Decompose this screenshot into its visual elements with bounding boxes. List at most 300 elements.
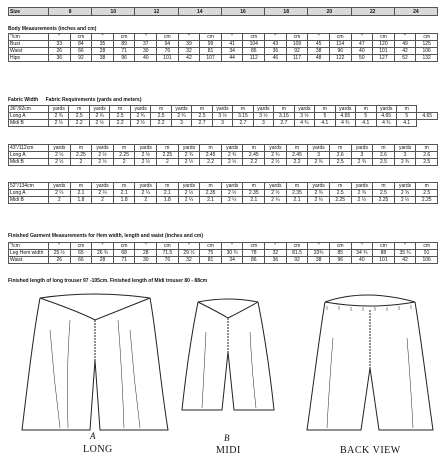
table-cell: 125 bbox=[416, 41, 438, 48]
table-cell: 2 ¾ bbox=[130, 113, 150, 120]
table-cell: 89 bbox=[113, 41, 135, 48]
table-cell: 99 bbox=[200, 41, 222, 48]
table-cell: 4.1 bbox=[396, 120, 416, 127]
table-cell: 1.8 bbox=[113, 197, 135, 204]
table-cell: 28 bbox=[92, 48, 114, 55]
table-cell: 81 bbox=[200, 48, 222, 55]
table-cell: " bbox=[49, 34, 71, 41]
row-label: "/cm bbox=[9, 243, 49, 250]
table-cell: 2 ¾ bbox=[171, 113, 191, 120]
table-cell: " bbox=[265, 34, 287, 41]
table-cell: 2 ½ bbox=[92, 159, 114, 166]
table-cell: 30 bbox=[135, 48, 157, 55]
table-cell: 2 ½ bbox=[178, 159, 200, 166]
table-cell: 24 bbox=[394, 8, 437, 16]
table-row bbox=[9, 159, 438, 166]
table-cell: 132 bbox=[416, 55, 438, 62]
table-cell: 30 bbox=[135, 257, 157, 264]
table-cell: " bbox=[49, 243, 71, 250]
table-cell: " bbox=[221, 34, 243, 41]
table-header-row bbox=[9, 106, 438, 113]
table-cell: m bbox=[110, 106, 130, 113]
table-cell: m bbox=[69, 106, 89, 113]
table-header-row bbox=[9, 34, 438, 41]
table-cell: 2 ½ bbox=[49, 159, 71, 166]
table-cell: 45 bbox=[308, 41, 330, 48]
table-cell: m bbox=[373, 183, 395, 190]
table-cell: cm bbox=[416, 243, 438, 250]
table-cell: yards bbox=[308, 183, 330, 190]
table-cell: 14 bbox=[178, 8, 221, 16]
fabric-requirements-label: Fabric Requirements (yards and meters) bbox=[45, 97, 142, 103]
table-cell: yards bbox=[265, 145, 287, 152]
table-cell: 2.25 bbox=[329, 197, 351, 204]
table-cell: 1.8 bbox=[70, 197, 92, 204]
table-cell: yards bbox=[49, 145, 71, 152]
table-cell: m bbox=[416, 145, 438, 152]
row-label: 52"/134cm bbox=[9, 183, 49, 190]
table-cell: 2.5 bbox=[373, 190, 395, 197]
table-cell: yards bbox=[49, 183, 71, 190]
row-label: "/cm bbox=[9, 34, 49, 41]
table-cell: 2 ½ bbox=[221, 159, 243, 166]
table-cell: 85 bbox=[329, 250, 351, 257]
table-cell: 88 bbox=[373, 250, 395, 257]
table-cell: 39 bbox=[178, 41, 200, 48]
row-label: Midi B bbox=[9, 120, 49, 127]
long-trouser-illustration bbox=[20, 290, 170, 440]
table-cell: " bbox=[92, 243, 114, 250]
table-cell: 2 bbox=[49, 197, 71, 204]
table-cell: 71 bbox=[113, 257, 135, 264]
row-label: Midi B bbox=[9, 159, 49, 166]
table-cell: 2 ¾ bbox=[178, 152, 200, 159]
table-cell: 92 bbox=[70, 55, 92, 62]
table-cell: 46 bbox=[265, 55, 287, 62]
table-cell: " bbox=[135, 34, 157, 41]
table-cell: 2 bbox=[157, 159, 179, 166]
table-cell: 66 bbox=[70, 257, 92, 264]
table-cell: 5 bbox=[315, 113, 335, 120]
table-cell: 26 ¾ bbox=[92, 250, 114, 257]
row-label: Long A bbox=[9, 152, 49, 159]
table-cell: 2 ¾ bbox=[394, 159, 416, 166]
table-cell: 40 bbox=[351, 257, 373, 264]
table-cell: m bbox=[157, 145, 179, 152]
table-cell: 2.1 bbox=[243, 197, 265, 204]
table-cell: 2 ½ bbox=[135, 159, 157, 166]
fabric-width-label: Fabric Width bbox=[8, 97, 39, 103]
table-cell: 2 bbox=[92, 197, 114, 204]
body-measurements-table bbox=[8, 33, 438, 62]
midi-trouser-illustration bbox=[178, 292, 278, 422]
table-cell: 25 ½ bbox=[49, 250, 71, 257]
table-cell: 2 bbox=[113, 159, 135, 166]
table-cell: 109 bbox=[286, 41, 308, 48]
table-cell: 32 bbox=[178, 257, 200, 264]
fabric-table-36 bbox=[8, 105, 438, 127]
table-cell: cm bbox=[200, 243, 222, 250]
long-letter: A bbox=[90, 431, 96, 441]
table-cell: 86 bbox=[243, 48, 265, 55]
table-cell: " bbox=[351, 34, 373, 41]
table-cell: 2 ¾ bbox=[49, 113, 69, 120]
table-cell: m bbox=[315, 106, 335, 113]
table-cell: 42 bbox=[394, 257, 416, 264]
table-cell: 3 bbox=[308, 152, 330, 159]
table-cell: cm bbox=[200, 34, 222, 41]
table-cell: 42 bbox=[178, 55, 200, 62]
table-cell: 2.5 bbox=[151, 113, 171, 120]
table-cell: 2.5 bbox=[329, 190, 351, 197]
table-cell: 30 ¾ bbox=[221, 250, 243, 257]
table-cell: 2 ¾ bbox=[308, 190, 330, 197]
table-cell: 2.5 bbox=[416, 190, 438, 197]
table-cell: 2 ½ bbox=[89, 120, 109, 127]
table-cell: yards bbox=[92, 145, 114, 152]
table-cell: 81 bbox=[200, 257, 222, 264]
table-cell: yards bbox=[135, 145, 157, 152]
table-cell: 2 ¾ bbox=[89, 113, 109, 120]
table-cell: 2.1 bbox=[70, 190, 92, 197]
table-cell: " bbox=[351, 243, 373, 250]
table-cell: yards bbox=[178, 183, 200, 190]
table-cell: m bbox=[286, 145, 308, 152]
table-cell: 96 bbox=[113, 55, 135, 62]
table-cell: 76 bbox=[157, 48, 179, 55]
table-cell: 78 bbox=[243, 250, 265, 257]
table-cell: m bbox=[200, 145, 222, 152]
table-cell: 71 bbox=[113, 48, 135, 55]
row-label: Leg Hem width bbox=[9, 250, 49, 257]
table-cell: cm bbox=[416, 34, 438, 41]
table-cell: 42 bbox=[394, 48, 416, 55]
table-cell: 22 bbox=[351, 8, 394, 16]
finished-length-note: Finished length of long trouser 97 -105cm. Finished length of Midi trouser 80 - 88cm bbox=[8, 278, 208, 284]
table-cell: 37 bbox=[135, 41, 157, 48]
table-cell: 81.5 bbox=[286, 250, 308, 257]
table-cell: 2 ¾ bbox=[394, 190, 416, 197]
table-cell: 2 ½ bbox=[49, 120, 69, 127]
table-cell: m bbox=[70, 183, 92, 190]
table-cell: yards bbox=[351, 145, 373, 152]
table-cell: 2 bbox=[70, 159, 92, 166]
table-cell: 2.2 bbox=[243, 159, 265, 166]
table-cell: 3 bbox=[351, 152, 373, 159]
table-cell: m bbox=[329, 183, 351, 190]
table-cell: 3 ½ bbox=[253, 113, 273, 120]
table-cell: 2.6 bbox=[373, 152, 395, 159]
table-cell: 4 ¾ bbox=[376, 120, 396, 127]
table-cell: m bbox=[70, 145, 92, 152]
table-cell: m bbox=[373, 145, 395, 152]
table-cell: yards bbox=[221, 183, 243, 190]
table-header-row bbox=[9, 243, 438, 250]
table-cell: " bbox=[92, 34, 114, 41]
table-cell: 92 bbox=[286, 257, 308, 264]
table-cell: " bbox=[394, 243, 416, 250]
table-cell: 2 ½ bbox=[92, 152, 114, 159]
table-cell: 3 bbox=[394, 152, 416, 159]
table-cell: 4.1 bbox=[356, 120, 376, 127]
table-cell: 2 ½ bbox=[178, 190, 200, 197]
table-cell: 38 bbox=[308, 48, 330, 55]
table-cell: 2 ½ bbox=[221, 190, 243, 197]
table-cell: 4.1 bbox=[315, 120, 335, 127]
table-cell: 10 bbox=[92, 8, 135, 16]
table-cell: 76 bbox=[157, 257, 179, 264]
table-row bbox=[9, 41, 438, 48]
table-row bbox=[9, 55, 438, 62]
row-label: Long A bbox=[9, 190, 49, 197]
table-cell: 92 bbox=[286, 48, 308, 55]
table-cell: yards bbox=[49, 106, 69, 113]
table-cell: yards bbox=[394, 183, 416, 190]
table-cell: 120 bbox=[373, 41, 395, 48]
table-cell: m bbox=[113, 183, 135, 190]
table-cell: 2.1 bbox=[200, 197, 222, 204]
table-cell: 2 ½ bbox=[130, 120, 150, 127]
table-cell: 2.5 bbox=[192, 113, 212, 120]
table-cell: 2.45 bbox=[286, 152, 308, 159]
table-cell: 2.5 bbox=[69, 113, 89, 120]
table-row bbox=[9, 152, 438, 159]
table-cell: cm bbox=[113, 243, 135, 250]
table-cell: 4 ¾ bbox=[335, 120, 355, 127]
table-cell: 18 bbox=[265, 8, 308, 16]
table-cell: 2.1 bbox=[286, 197, 308, 204]
table-cell: 2 ¼ bbox=[265, 197, 287, 204]
table-cell: 2 ½ bbox=[135, 152, 157, 159]
back-view-illustration bbox=[305, 288, 435, 438]
table-cell: yards bbox=[92, 183, 114, 190]
row-label: Waist bbox=[9, 257, 49, 264]
table-cell: cm bbox=[286, 34, 308, 41]
table-cell: 26 bbox=[49, 257, 71, 264]
table-cell: 4.65 bbox=[376, 113, 396, 120]
table-cell: 38 bbox=[308, 257, 330, 264]
table-cell: 2 ½ bbox=[49, 152, 71, 159]
table-cell: cm bbox=[286, 243, 308, 250]
table-cell: 2.5 bbox=[373, 159, 395, 166]
table-cell: yards bbox=[130, 106, 150, 113]
table-cell: 127 bbox=[373, 55, 395, 62]
table-cell: yards bbox=[253, 106, 273, 113]
table-cell: 35 bbox=[92, 41, 114, 48]
table-cell: 2 ½ bbox=[351, 197, 373, 204]
table-cell: 2 ½ bbox=[308, 197, 330, 204]
table-cell: 2.25 bbox=[113, 152, 135, 159]
table-cell: 48 bbox=[308, 55, 330, 62]
table-cell: 34 ¾ bbox=[351, 250, 373, 257]
table-cell: " bbox=[135, 243, 157, 250]
table-cell: cm bbox=[157, 243, 179, 250]
midi-letter: B bbox=[224, 433, 230, 443]
table-cell: m bbox=[233, 106, 253, 113]
back-view-caption: BACK VIEW bbox=[340, 445, 401, 456]
table-row bbox=[9, 48, 438, 55]
table-cell: cm bbox=[157, 34, 179, 41]
table-cell: 2 ¾ bbox=[351, 190, 373, 197]
table-cell: 84 bbox=[70, 41, 92, 48]
table-cell: 12 bbox=[135, 8, 178, 16]
table-row bbox=[9, 197, 438, 204]
table-cell: 3 bbox=[171, 120, 191, 127]
table-cell: yards bbox=[308, 145, 330, 152]
table-cell: cm bbox=[70, 34, 92, 41]
table-row bbox=[9, 113, 438, 120]
table-cell: 86 bbox=[243, 257, 265, 264]
table-cell: yards bbox=[394, 145, 416, 152]
table-cell: 2 ¼ bbox=[135, 190, 157, 197]
table-cell: m bbox=[243, 145, 265, 152]
table-cell: 2.25 bbox=[157, 152, 179, 159]
table-cell: cm bbox=[113, 34, 135, 41]
table-cell: 28 bbox=[135, 250, 157, 257]
table-cell: 2.7 bbox=[274, 120, 294, 127]
table-cell: 1.8 bbox=[157, 197, 179, 204]
table-cell: yards bbox=[351, 183, 373, 190]
table-cell: 32 bbox=[178, 48, 200, 55]
row-label: Hips bbox=[9, 55, 49, 62]
table-cell: m bbox=[192, 106, 212, 113]
size-row bbox=[9, 8, 438, 16]
table-cell: 2 ¼ bbox=[178, 197, 200, 204]
table-cell: 33 bbox=[49, 41, 71, 48]
table-row bbox=[9, 250, 438, 257]
table-cell: yards bbox=[135, 183, 157, 190]
table-cell: 3.15 bbox=[233, 113, 253, 120]
table-cell: 107 bbox=[200, 55, 222, 62]
table-cell: 28 bbox=[92, 257, 114, 264]
table-cell: 2 ½ bbox=[394, 197, 416, 204]
row-label: Size bbox=[9, 8, 49, 16]
table-cell: 96 bbox=[329, 257, 351, 264]
table-cell: yards bbox=[376, 106, 396, 113]
table-cell: m bbox=[243, 183, 265, 190]
table-cell: 34 bbox=[221, 257, 243, 264]
fabric-table-43 bbox=[8, 144, 438, 166]
table-cell: 33¾ bbox=[308, 250, 330, 257]
table-cell: 2.35 bbox=[243, 190, 265, 197]
row-label: Waist bbox=[9, 48, 49, 55]
table-cell: 2.35 bbox=[200, 190, 222, 197]
table-header-row bbox=[9, 145, 438, 152]
table-cell: 2 ½ bbox=[265, 159, 287, 166]
table-cell: 35 ¾ bbox=[394, 250, 416, 257]
table-cell: 2.2 bbox=[151, 120, 171, 127]
table-cell: 91 bbox=[416, 250, 438, 257]
table-row bbox=[9, 257, 438, 264]
fabric-table-52 bbox=[8, 182, 438, 204]
table-cell: 4.65 bbox=[417, 113, 438, 120]
table-cell: m bbox=[356, 106, 376, 113]
table-cell: 2.5 bbox=[416, 159, 438, 166]
row-label: 43"/112cm bbox=[9, 145, 49, 152]
table-cell: 2.2 bbox=[69, 120, 89, 127]
table-cell: 38 bbox=[92, 55, 114, 62]
table-cell: 101 bbox=[373, 257, 395, 264]
table-cell: yards bbox=[89, 106, 109, 113]
table-cell: 2.2 bbox=[286, 159, 308, 166]
table-cell: 8 bbox=[49, 8, 92, 16]
table-cell: 50 bbox=[351, 55, 373, 62]
table-cell: 2 ¾ bbox=[221, 152, 243, 159]
table-cell: 40 bbox=[135, 55, 157, 62]
table-cell: 2.1 bbox=[157, 190, 179, 197]
table-cell: 2 ¼ bbox=[49, 190, 71, 197]
table-cell: cm bbox=[373, 243, 395, 250]
table-cell: 2 ¾ bbox=[265, 152, 287, 159]
table-cell: 2.1 bbox=[113, 190, 135, 197]
table-cell: m bbox=[286, 183, 308, 190]
table-header-row bbox=[9, 183, 438, 190]
table-cell: 117 bbox=[286, 55, 308, 62]
table-cell: 16 bbox=[221, 8, 264, 16]
finished-measurements-table bbox=[8, 242, 438, 264]
table-cell: m bbox=[157, 183, 179, 190]
table-cell: " bbox=[178, 34, 200, 41]
table-cell: yards bbox=[178, 145, 200, 152]
table-cell: 36 bbox=[265, 257, 287, 264]
table-row bbox=[9, 120, 438, 127]
table-cell: 2.7 bbox=[233, 120, 253, 127]
table-cell: yards bbox=[265, 183, 287, 190]
row-label: Bust bbox=[9, 41, 49, 48]
table-cell: 2.7 bbox=[192, 120, 212, 127]
table-cell: " bbox=[178, 243, 200, 250]
table-cell: yards bbox=[221, 145, 243, 152]
table-cell: 5 bbox=[356, 113, 376, 120]
table-cell: 2.25 bbox=[416, 197, 438, 204]
table-cell: 26 bbox=[49, 48, 71, 55]
table-cell: 3 ½ bbox=[212, 113, 232, 120]
table-cell: yards bbox=[212, 106, 232, 113]
table-cell: " bbox=[308, 34, 330, 41]
table-cell: cm bbox=[70, 243, 92, 250]
table-cell: 2 bbox=[135, 197, 157, 204]
table-cell: 2.45 bbox=[243, 152, 265, 159]
table-cell: 2.6 bbox=[416, 152, 438, 159]
table-cell: 114 bbox=[329, 41, 351, 48]
table-cell: 40 bbox=[351, 48, 373, 55]
row-label: Midi B bbox=[9, 197, 49, 204]
table-cell: 2.6 bbox=[329, 152, 351, 159]
row-label: 36"/92cm bbox=[9, 106, 49, 113]
finished-measurements-title: Finished Garment Measurements for Hem width, length and waist (inches and cm) bbox=[8, 233, 204, 239]
table-cell: " bbox=[308, 243, 330, 250]
table-cell: 71.5 bbox=[157, 250, 179, 257]
table-cell: cm bbox=[373, 34, 395, 41]
table-cell: 2.35 bbox=[286, 190, 308, 197]
table-cell: 2 ¾ bbox=[351, 159, 373, 166]
table-cell: 32 bbox=[265, 250, 287, 257]
table-cell: 101 bbox=[373, 48, 395, 55]
table-cell: 20 bbox=[308, 8, 351, 16]
table-cell: 3.15 bbox=[274, 113, 294, 120]
table-cell: yards bbox=[335, 106, 355, 113]
table-cell: 75 bbox=[200, 250, 222, 257]
table-cell: 41 bbox=[221, 41, 243, 48]
table-cell: 112 bbox=[243, 55, 265, 62]
table-cell: 44 bbox=[221, 55, 243, 62]
table-cell: 2 ¼ bbox=[92, 190, 114, 197]
table-cell: 3 bbox=[253, 120, 273, 127]
table-cell: 2.25 bbox=[70, 152, 92, 159]
table-cell: 2.2 bbox=[200, 159, 222, 166]
table-cell: " bbox=[394, 34, 416, 41]
table-cell: 106 bbox=[416, 257, 438, 264]
